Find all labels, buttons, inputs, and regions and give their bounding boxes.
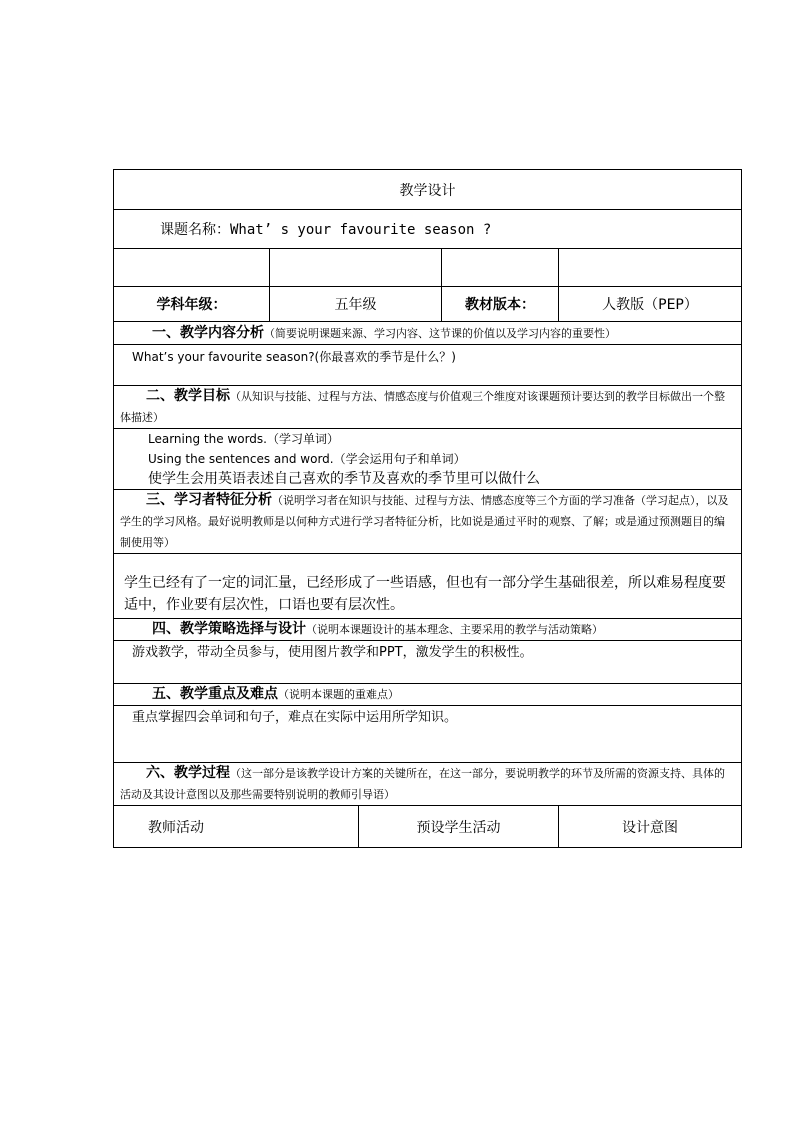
- learners-heading: [114, 490, 742, 554]
- edition-label: 教材版本：: [442, 287, 559, 322]
- meta-row: [114, 287, 742, 322]
- empty-row: [114, 249, 742, 287]
- content-heading: [114, 322, 742, 345]
- process-heading: [114, 763, 742, 806]
- process-columns-row: [114, 806, 742, 848]
- course-row: [114, 210, 742, 249]
- strategy-heading-text: 四、教学策略选择与设计: [152, 621, 306, 637]
- strategy-body-row: [114, 641, 742, 684]
- content-body: What’s your favourite season?(你最喜欢的季节是什么？): [114, 345, 742, 386]
- keypoints-body-row: [114, 706, 742, 763]
- content-heading-row: [114, 322, 742, 345]
- content-heading-note: （简要说明课题来源、学习内容、这节课的价值以及学习内容的重要性）: [264, 326, 616, 340]
- goal-line-3: 使学生会用英语表述自己喜欢的季节及喜欢的季节里可以做什么: [148, 471, 540, 487]
- empty-cell-1: [114, 249, 270, 287]
- keypoints-heading-text: 五、教学重点及难点: [152, 686, 278, 702]
- empty-cell-2: [270, 249, 442, 287]
- goal-line-2: Using the sentences and word.（学会运用句子和单词）: [148, 452, 466, 466]
- learners-heading-text: 三、学习者特征分析: [146, 492, 272, 508]
- goals-body-row: [114, 429, 742, 490]
- empty-cell-3: [442, 249, 559, 287]
- process-column-student: 预设学生活动: [359, 806, 559, 848]
- content-heading-text: 一、教学内容分析: [152, 324, 264, 341]
- goals-heading-row: [114, 386, 742, 429]
- goals-heading: [114, 386, 742, 429]
- empty-cell-4: [559, 249, 742, 287]
- strategy-body: 游戏教学，带动全员参与，使用图片教学和PPT，激发学生的积极性。: [114, 641, 742, 684]
- course-label: 课题名称：: [160, 222, 230, 238]
- course-name: What’ s your favourite season ?: [230, 222, 492, 238]
- content-body-row: [114, 345, 742, 386]
- process-heading-note: （这一部分是该教学设计方案的关键所在，在这一部分，要说明教学的环节及所需的资源支持、具体的活动及其设计意图以及那些需要特别说明的教师引导语）: [120, 767, 725, 801]
- strategy-heading-row: [114, 619, 742, 641]
- grade-label: 学科年级：: [114, 287, 270, 322]
- title-row: [114, 170, 742, 210]
- document-title: 教学设计: [114, 170, 742, 210]
- process-column-teacher: 教师活动: [114, 806, 359, 848]
- process-heading-row: [114, 763, 742, 806]
- strategy-heading-note: （说明本课题设计的基本理念、主要采用的教学与活动策略）: [306, 623, 603, 636]
- learners-body-row: [114, 554, 742, 619]
- edition-value: 人教版（PEP）: [559, 287, 742, 322]
- goals-heading-text: 二、教学目标: [146, 388, 230, 404]
- process-column-intent: 设计意图: [559, 806, 742, 848]
- goals-body: [114, 429, 742, 490]
- keypoints-heading: [114, 684, 742, 706]
- process-heading-text: 六、教学过程: [146, 765, 230, 781]
- goal-line-1: Learning the words.（学习单词）: [148, 432, 339, 446]
- course-name-cell: [114, 210, 742, 249]
- keypoints-heading-row: [114, 684, 742, 706]
- goals-heading-note: （从知识与技能、过程与方法、情感态度与价值观三个维度对该课题预计要达到的教学目标做出一个整体描述）: [120, 390, 725, 424]
- grade-value: 五年级: [270, 287, 442, 322]
- learners-body: 学生已经有了一定的词汇量，已经形成了一些语感，但也有一部分学生基础很差，所以难易程度要适中，作业要有层次性，口语也要有层次性。: [114, 554, 742, 619]
- learners-heading-row: [114, 490, 742, 554]
- learners-heading-note: （说明学习者在知识与技能、过程与方法、情感态度等三个方面的学习准备（学习起点），以及学生的学习风格。最好说明教师是以何种方式进行学习者特征分析，比如说是通过平时的观察、了解；或是通过预测题目的编制使用等）: [120, 494, 729, 549]
- keypoints-body: 重点掌握四会单词和句子，难点在实际中运用所学知识。: [114, 706, 742, 763]
- lesson-plan-table: [113, 169, 742, 848]
- strategy-heading: [114, 619, 742, 641]
- lesson-plan-document: [113, 169, 741, 848]
- keypoints-heading-note: （说明本课题的重难点）: [278, 688, 399, 701]
